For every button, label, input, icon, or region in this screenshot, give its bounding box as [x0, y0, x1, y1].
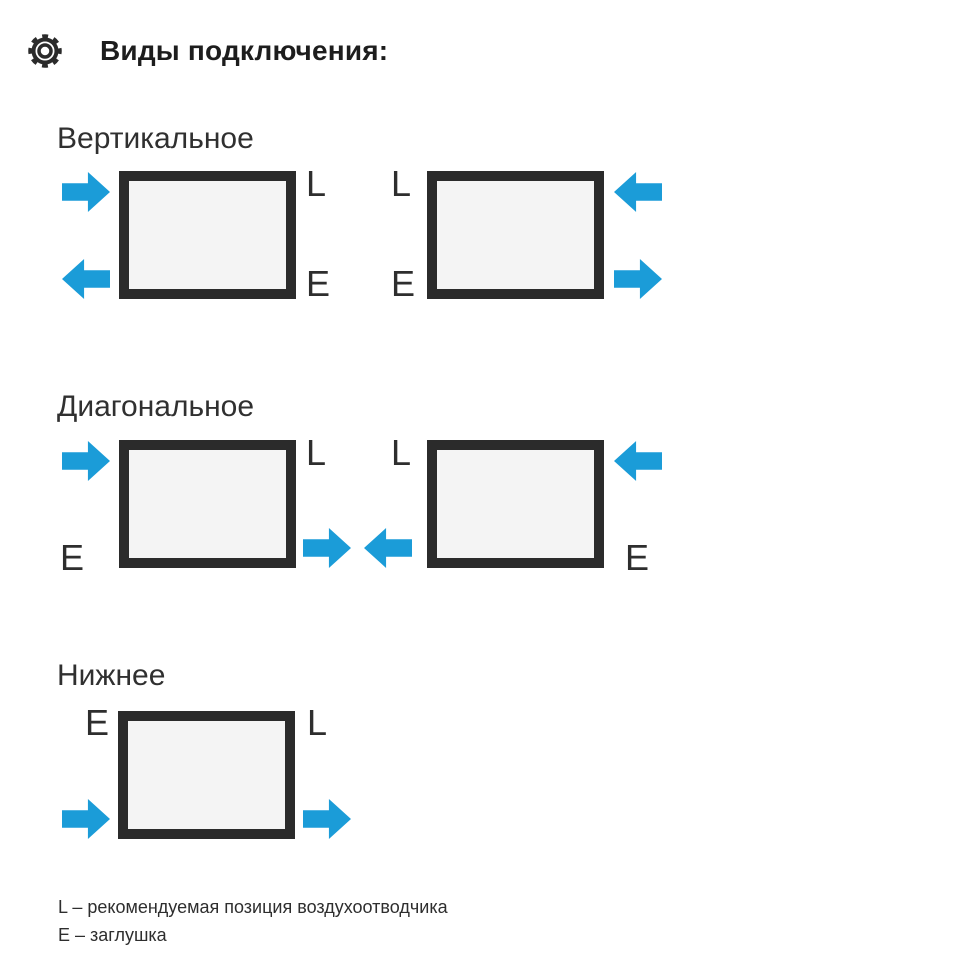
- radiator-box: [427, 440, 604, 568]
- connection-point-label: L: [391, 163, 412, 204]
- flow-arrow-right-icon: [62, 441, 110, 481]
- radiator-box: [118, 711, 295, 839]
- legend: [58, 893, 448, 949]
- flow-arrow-right-icon: [62, 172, 110, 212]
- flow-arrow-right-icon: [614, 259, 662, 299]
- connection-point-label: E: [391, 263, 416, 304]
- section-title: Нижнее: [57, 659, 166, 692]
- flow-arrow-left-icon: [62, 259, 110, 299]
- section-title: Диагональное: [57, 390, 255, 423]
- connection-point-label: E: [625, 537, 650, 578]
- legend-line: L – рекомендуемая позиция воздухоотводчика: [58, 897, 448, 917]
- flow-arrow-left-icon: [614, 441, 662, 481]
- connection-point-label: E: [306, 263, 331, 304]
- flow-arrow-right-icon: [62, 799, 110, 839]
- flow-arrow-right-icon: [303, 799, 351, 839]
- legend-line: E – заглушка: [58, 925, 167, 945]
- radiator-box: [119, 171, 296, 299]
- connection-point-label: E: [85, 702, 110, 743]
- connection-point-label: L: [391, 432, 412, 473]
- flow-arrow-left-icon: [364, 528, 412, 568]
- flow-arrow-right-icon: [303, 528, 351, 568]
- page-title: Виды подключения:: [100, 35, 389, 66]
- radiator-box: [427, 171, 604, 299]
- gear-icon: [25, 31, 65, 71]
- connection-point-label: L: [307, 702, 328, 743]
- connection-point-label: L: [306, 432, 327, 473]
- section-title: Вертикальное: [57, 122, 254, 155]
- radiator-box: [119, 440, 296, 568]
- flow-arrow-left-icon: [614, 172, 662, 212]
- connection-point-label: E: [60, 537, 85, 578]
- connection-point-label: L: [306, 163, 327, 204]
